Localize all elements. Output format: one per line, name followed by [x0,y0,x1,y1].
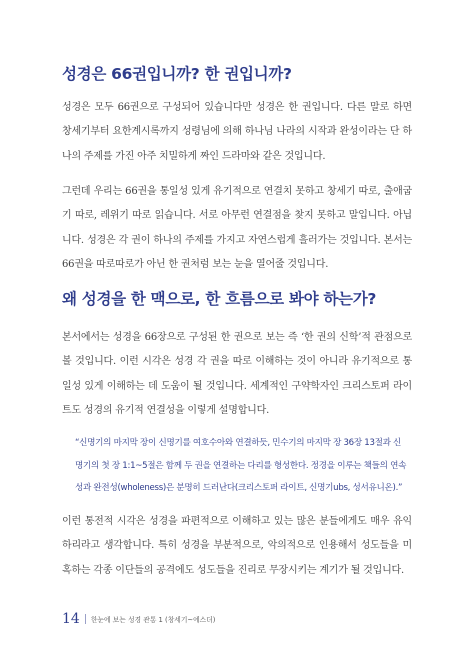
book-title: 한눈에 보는 성경 관통 1 (창세기~에스더) [90,616,216,624]
section-heading-1: 성경은 66권입니까? 한 권입니까? [62,65,292,83]
section-heading-2: 왜 성경을 한 맥으로, 한 흐름으로 봐야 하는가? [62,290,377,308]
paragraph-4: 이런 통전적 시각은 성경을 파편적으로 이해하고 있는 많은 분들에게도 매우 유익하리라고 생각합니다. 특히 성경을 부분적으로, 악의적으로 인용해서 성도들을 미혹하는 각종 이단들의 공격에도 성도들을 진리로 무장시키는 계기가 될 것입니다. [62,516,412,576]
paragraph-1: 성경은 모두 66권으로 구성되어 있습니다만 성경은 한 권입니다. 다른 말로 하면 창세기부터 요한계시록까지 성령님에 의해 하나님 나라의 시작과 완성이라는 단 하나의 주제를 가진 아주 치밀하게 짜인 드라마와 같은 것입니다. [62,102,412,162]
paragraph-3: 본서에서는 성경을 66장으로 구성된 한 권으로 보는 즉 ‘한 권의 신학’적 관점으로 볼 것입니다. 이런 시각은 성경 각 권을 따로 이해하는 것이 아니라 유기적으로 통일성 있게 이해하는 데 도움이 될 것입니다. 세계적인 구약학자인 크리스토퍼 라이트도 성경의 유기적 연결성을 이렇게 설명합니다. [62,332,412,417]
paragraph-2: 그런데 우리는 66권을 통일성 있게 유기적으로 연결치 못하고 창세기 따로, 출애굽기 따로, 레위기 따로 읽습니다. 서로 아무런 연결점을 찾지 못하고 말입니다. 아닙니다. 성경은 각 권이 하나의 주제를 가지고 자연스럽게 흘러가는 것입니다. 본서는 66권을 따로따로가 아닌 한 권처럼 보는 눈을 열어줄 것입니다. [62,186,412,271]
page-number: 14 [62,611,80,627]
page-footer [62,610,215,628]
block-quote: “신명기의 마지막 장이 신명기를 여호수아와 연결하듯, 민수기의 마지막 장 36장 13절과 신명기의 첫 장 1:1~5절은 함께 두 권을 연결하는 다리를 형성한다. 정경을 이루는 책들의 연속성과 완전성(wholeness)은 분명히 드러난다(크리스토퍼 라이트, 신명기ubs, 성서유니온).” [75,438,407,494]
footer-divider [85,614,86,624]
